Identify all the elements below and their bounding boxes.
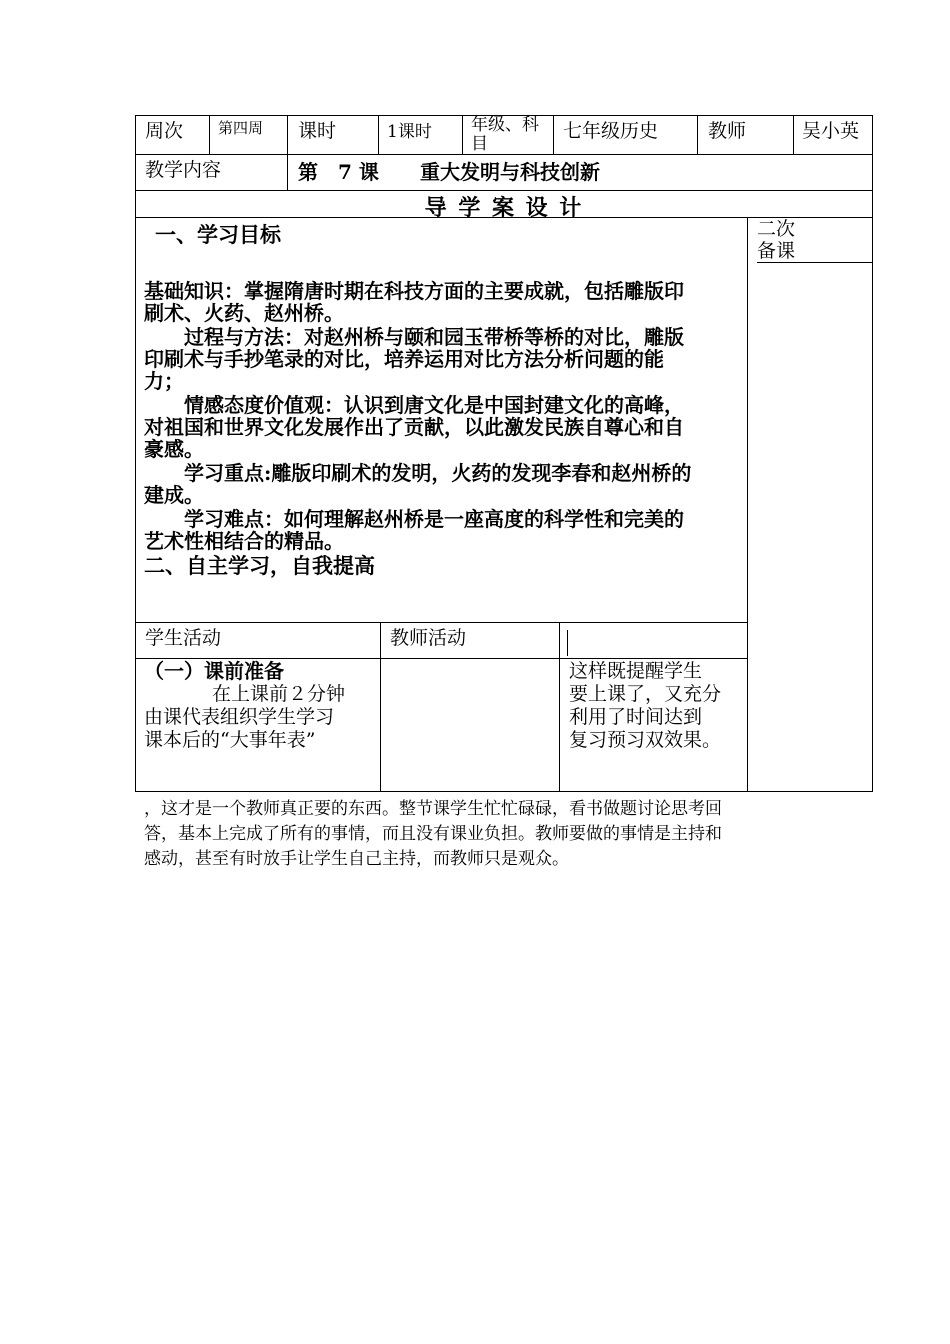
learning-goals-text <box>144 280 744 578</box>
lesson-number: 第 7 课 <box>298 160 379 184</box>
difficult-point-line: 学习难点：如何理解赵州桥是一座高度的科学性和完美的 <box>184 507 684 531</box>
teacher-activity-header: 教师活动 <box>390 627 467 649</box>
grade-label-line2: 目 <box>471 134 488 154</box>
student-activity-header: 学生活动 <box>145 627 222 649</box>
table-col-divider <box>567 630 568 656</box>
section-learning-goals-title: 一、学习目标 <box>155 222 281 247</box>
teacher-value: 吴小英 <box>802 120 860 142</box>
key-point-line: 学习重点:雕版印刷术的发明，火药的发现李春和赵州桥的 <box>184 461 692 485</box>
table-col-divider <box>378 115 379 154</box>
teacher-label: 教师 <box>708 120 747 142</box>
design-effect-line: 复习预习双效果。 <box>569 729 722 751</box>
pre-class-prep <box>144 660 376 752</box>
table-col-divider <box>559 622 560 791</box>
section-self-study-title: 二、自主学习，自我提高 <box>144 553 375 578</box>
goal-attitude-line: 对祖国和世界文化发展作出了贡献，以此激发民族自尊心和自 <box>144 415 684 439</box>
difficult-point-line: 艺术性相结合的精品。 <box>144 529 344 553</box>
goal-basic-knowledge-line: 刷术、火药、赵州桥。 <box>144 301 344 325</box>
grade-value: 七年级历史 <box>563 120 659 142</box>
period-value: 1课时 <box>387 122 432 142</box>
footer-note-line: ，这才是一个教师真正要的东西。整节课学生忙忙碌碌，看书做题讨论思考回 <box>144 799 722 819</box>
pre-class-prep-line: 由课代表组织学生学习 <box>144 706 335 728</box>
goal-basic-knowledge-line: 基础知识：掌握隋唐时期在科技方面的主要成就，包括雕版印 <box>144 279 684 303</box>
pre-class-prep-line: 课本后的“大事年表” <box>144 729 316 751</box>
pre-class-prep-line: 在上课前２分钟 <box>212 683 346 705</box>
goal-attitude-line: 情感态度价值观：认识到唐文化是中国封建文化的高峰， <box>184 393 684 417</box>
table-col-divider <box>287 115 288 190</box>
grade-label-line1: 年级、科 <box>471 115 539 135</box>
design-effect-line: 要上课了，又充分 <box>569 683 722 705</box>
table-col-divider <box>747 217 748 792</box>
goal-process-method-line: 力； <box>144 369 184 393</box>
table-col-divider <box>553 115 554 154</box>
design-effect-line: 利用了时间达到 <box>569 706 703 728</box>
footer-note-line: 感动，甚至有时放手让学生自己主持，而教师只是观众。 <box>144 849 569 869</box>
period-label: 课时 <box>298 120 337 142</box>
design-effect-line: 这样既提醒学生 <box>569 660 703 682</box>
footer-note-line: 答，基本上完成了所有的事情，而且没有课业负担。教师要做的事情是主持和 <box>144 824 722 844</box>
table-col-divider <box>793 115 794 154</box>
table-col-divider <box>697 115 698 154</box>
table-col-divider <box>462 115 463 154</box>
goal-process-method-line: 印刷术与手抄笔录的对比，培养运用对比方法分析问题的能 <box>144 347 664 371</box>
goal-attitude-line: 豪感。 <box>144 437 204 461</box>
design-effect-note <box>569 660 745 752</box>
week-value: 第四周 <box>218 119 264 137</box>
key-point-line: 建成。 <box>144 483 204 507</box>
second-prep-label-line1: 二次 <box>757 218 796 240</box>
table-row-divider <box>135 154 873 155</box>
footer-note <box>144 797 824 872</box>
content-label: 教学内容 <box>145 159 222 181</box>
second-prep-label-line2: 备课 <box>757 240 796 262</box>
goal-process-method-line: 过程与方法：对赵州桥与颐和园玉带桥等桥的对比，雕版 <box>184 325 684 349</box>
week-label: 周次 <box>145 120 184 142</box>
pre-class-prep-title: （一）课前准备 <box>144 659 284 683</box>
table-border-bottom <box>135 791 872 792</box>
lesson-title: 重大发明与科技创新 <box>420 160 600 184</box>
table-col-divider <box>209 115 210 154</box>
table-col-divider <box>380 622 381 791</box>
design-title: 导 学 案 设 计 <box>424 195 584 221</box>
